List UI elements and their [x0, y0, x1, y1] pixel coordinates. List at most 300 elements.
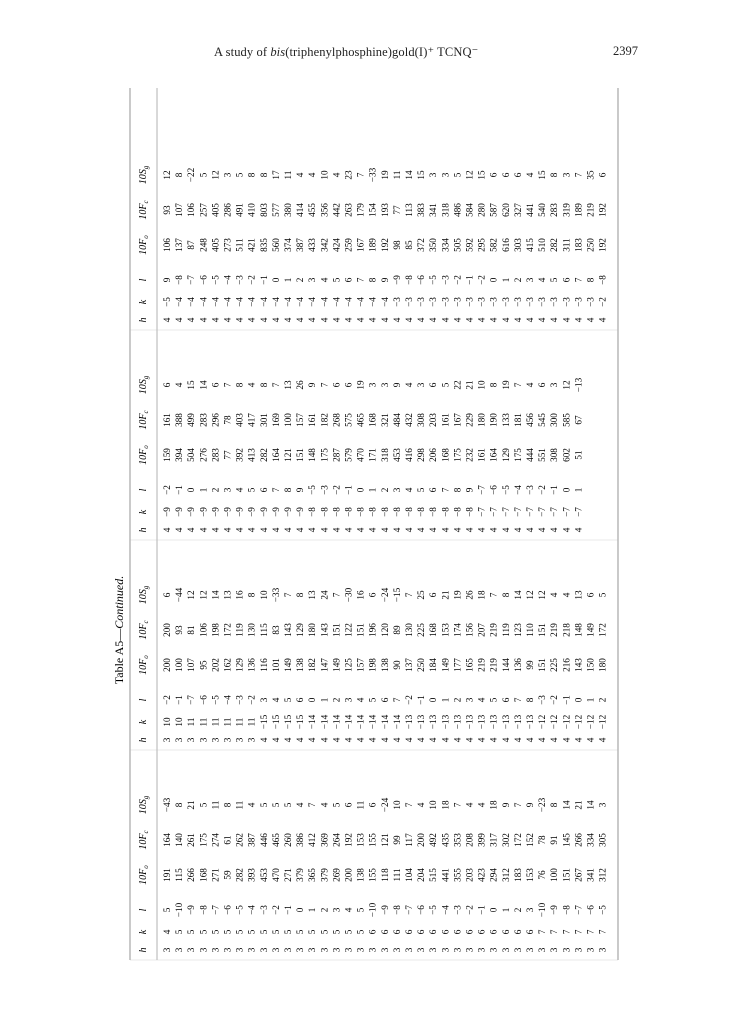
cell-3-7-4: 410: [246, 203, 257, 217]
cell-1-4-5: 14: [210, 590, 221, 600]
cell-1-1-1: 10: [174, 717, 185, 727]
cell-3-23-3: 334: [440, 238, 451, 252]
cell-2-15-2: −1: [343, 485, 354, 495]
cell-3-0-3: 106: [162, 238, 172, 252]
cell-3-8-3: 835: [258, 238, 269, 252]
cell-0-27-1: 6: [488, 929, 499, 935]
cell-2-33-1: −7: [561, 507, 572, 517]
cell-0-7-0: 3: [246, 947, 257, 953]
cell-1-30-0: 4: [525, 737, 535, 743]
cell-3-1-4: 107: [174, 203, 185, 217]
cell-2-4-1: −9: [210, 507, 221, 517]
cell-2-11-4: 157: [295, 413, 306, 427]
cell-3-24-3: 505: [452, 238, 463, 252]
cell-0-20-3: 104: [404, 868, 414, 882]
cell-1-14-4: 151: [331, 623, 342, 637]
cell-0-17-1: 6: [367, 929, 378, 935]
cell-1-21-1: −13: [416, 714, 427, 730]
cell-0-19-2: −8: [391, 905, 402, 915]
cell-1-21-0: 4: [416, 737, 427, 743]
cell-2-2-3: 504: [186, 448, 197, 462]
cell-0-2-1: 5: [186, 929, 197, 935]
cell-1-19-3: 90: [391, 660, 402, 670]
column-header-1-4: $10F_c$: [138, 620, 150, 640]
cell-2-24-4: 167: [452, 413, 463, 427]
cell-1-31-1: −12: [537, 714, 548, 730]
cell-3-15-2: 6: [343, 277, 354, 283]
cell-1-34-0: 4: [573, 737, 584, 743]
cell-1-0-1: 10: [162, 717, 172, 727]
table-a5-continued: [110, 70, 630, 970]
cell-2-23-3: 168: [440, 448, 451, 462]
cell-1-3-2: −6: [198, 695, 209, 705]
cell-3-20-2: −8: [404, 275, 414, 285]
cell-3-6-1: −4: [234, 297, 245, 307]
cell-3-9-1: −4: [270, 297, 281, 307]
cell-1-13-0: 4: [319, 737, 330, 743]
cell-2-16-2: 0: [355, 487, 366, 493]
cell-0-27-0: 3: [488, 947, 499, 953]
cell-3-6-3: 511: [234, 238, 245, 252]
cell-2-20-4: 432: [404, 413, 414, 427]
cell-3-0-4: 93: [162, 205, 172, 215]
cell-3-26-0: 4: [476, 317, 487, 323]
cell-0-7-5: 4: [246, 802, 257, 808]
cell-1-1-5: −44: [174, 587, 185, 603]
cell-0-8-0: 3: [258, 947, 269, 953]
column-header-2-3: $10F_o$: [138, 445, 150, 465]
cell-2-10-1: −9: [283, 507, 293, 517]
cell-3-26-3: 295: [476, 238, 487, 252]
cell-2-22-5: 6: [428, 382, 439, 388]
cell-1-0-3: 200: [162, 658, 172, 672]
cell-0-28-2: 1: [500, 907, 511, 913]
cell-1-10-4: 143: [283, 623, 293, 637]
cell-1-24-1: −13: [452, 714, 463, 730]
cell-2-16-0: 4: [355, 527, 366, 533]
cell-1-29-2: 7: [512, 697, 523, 703]
cell-1-21-4: 225: [416, 623, 427, 637]
cell-1-28-4: 119: [500, 623, 511, 637]
cell-2-12-4: 161: [307, 413, 318, 427]
cell-1-20-2: −2: [404, 695, 414, 705]
cell-1-35-2: 1: [585, 697, 596, 703]
cell-3-4-0: 4: [210, 317, 221, 323]
cell-0-22-5: 10: [428, 800, 439, 810]
cell-1-28-3: 144: [500, 658, 511, 672]
cell-0-2-2: −9: [186, 905, 197, 915]
cell-0-23-5: 18: [440, 800, 451, 810]
cell-0-15-4: 192: [343, 833, 354, 847]
cell-0-6-5: 11: [234, 800, 245, 810]
cell-2-13-2: −3: [319, 485, 330, 495]
cell-1-10-3: 149: [283, 658, 293, 672]
cell-2-15-1: −8: [343, 507, 354, 517]
cell-2-26-2: −7: [476, 485, 487, 495]
cell-1-16-2: 4: [355, 697, 366, 703]
cell-1-10-2: 5: [283, 697, 293, 703]
cell-0-19-1: 6: [391, 929, 402, 935]
cell-3-1-0: 4: [174, 317, 185, 323]
cell-0-24-0: 3: [452, 947, 463, 953]
cell-1-5-1: 11: [222, 717, 233, 727]
cell-2-15-3: 579: [343, 448, 354, 462]
cell-2-34-4: 67: [573, 415, 584, 425]
cell-0-8-5: 5: [258, 802, 269, 808]
cell-0-7-4: 387: [246, 833, 257, 847]
cell-2-5-5: 7: [222, 382, 233, 388]
cell-3-10-5: 11: [283, 170, 293, 180]
cell-2-20-0: 4: [404, 527, 414, 533]
cell-2-25-5: 21: [464, 380, 475, 390]
cell-1-8-4: 115: [258, 623, 269, 637]
cell-3-26-5: 15: [476, 170, 487, 180]
cell-3-28-0: 4: [500, 317, 511, 323]
cell-2-23-1: −8: [440, 507, 451, 517]
cell-2-19-1: −8: [391, 507, 402, 517]
cell-3-31-4: 540: [537, 203, 548, 217]
cell-3-2-2: −7: [186, 275, 197, 285]
cell-3-34-4: 189: [573, 203, 584, 217]
cell-1-0-2: −2: [162, 695, 172, 705]
cell-1-7-0: 3: [246, 737, 257, 743]
cell-0-1-1: 5: [174, 929, 185, 935]
cell-1-4-0: 3: [210, 737, 221, 743]
cell-0-21-2: −6: [416, 905, 427, 915]
cell-0-24-4: 353: [452, 833, 463, 847]
cell-3-14-2: 5: [331, 277, 342, 283]
cell-2-6-4: 403: [234, 413, 245, 427]
cell-3-10-4: 380: [283, 203, 293, 217]
cell-0-28-4: 302: [500, 833, 511, 847]
cell-0-17-3: 155: [367, 868, 378, 882]
cell-2-2-4: 499: [186, 413, 197, 427]
cell-1-23-5: 21: [440, 590, 451, 600]
cell-3-3-5: 5: [198, 172, 209, 178]
cell-2-22-2: 6: [428, 487, 439, 493]
cell-0-6-4: 262: [234, 833, 245, 847]
cell-2-25-4: 229: [464, 413, 475, 427]
cell-1-14-3: 149: [331, 658, 342, 672]
cell-3-23-2: −3: [440, 275, 451, 285]
cell-3-27-1: −3: [488, 297, 499, 307]
cell-0-34-1: 7: [573, 929, 584, 935]
cell-1-24-3: 177: [452, 658, 463, 672]
cell-0-32-0: 3: [549, 947, 560, 953]
cell-0-4-0: 3: [210, 947, 221, 953]
cell-2-24-1: −8: [452, 507, 463, 517]
cell-3-13-1: −4: [319, 297, 330, 307]
cell-3-15-1: −4: [343, 297, 354, 307]
cell-1-5-2: −4: [222, 695, 233, 705]
cell-2-9-4: 169: [270, 413, 281, 427]
cell-0-2-3: 266: [186, 868, 197, 882]
cell-0-15-3: 200: [343, 868, 354, 882]
cell-0-3-0: 3: [198, 947, 209, 953]
cell-2-0-5: 6: [162, 382, 172, 388]
cell-3-7-3: 421: [246, 238, 257, 252]
cell-3-12-1: −4: [307, 297, 318, 307]
cell-2-27-3: 164: [488, 448, 499, 462]
cell-0-27-5: 18: [488, 800, 499, 810]
cell-2-28-3: 129: [500, 448, 511, 462]
cell-0-18-3: 118: [379, 868, 390, 882]
cell-1-30-4: 110: [525, 623, 535, 637]
cell-2-1-4: 388: [174, 413, 185, 427]
cell-1-30-2: 8: [525, 697, 535, 703]
cell-1-17-5: 6: [367, 592, 378, 598]
cell-3-25-5: 12: [464, 170, 475, 180]
cell-1-27-1: −13: [488, 714, 499, 730]
cell-3-30-1: −3: [525, 297, 535, 307]
cell-1-23-1: −13: [440, 714, 451, 730]
cell-1-2-4: 81: [186, 625, 197, 635]
cell-1-23-3: 149: [440, 658, 451, 672]
cell-1-0-4: 200: [162, 623, 172, 637]
cell-2-17-0: 4: [367, 527, 378, 533]
cell-1-25-1: −13: [464, 714, 475, 730]
cell-3-12-4: 455: [307, 203, 318, 217]
cell-0-10-3: 271: [283, 868, 293, 882]
cell-3-8-5: 8: [258, 172, 269, 178]
cell-0-3-2: −8: [198, 905, 209, 915]
cell-0-12-5: 7: [307, 802, 318, 808]
cell-3-18-5: 19: [379, 170, 390, 180]
cell-0-8-4: 446: [258, 833, 269, 847]
cell-0-14-2: 3: [331, 907, 342, 913]
cell-2-2-5: 15: [186, 380, 197, 390]
cell-0-30-1: 6: [525, 929, 535, 935]
cell-3-13-3: 342: [319, 238, 330, 252]
cell-0-30-5: 9: [525, 802, 535, 808]
cell-3-16-1: −4: [355, 297, 366, 307]
cell-1-9-0: 4: [270, 737, 281, 743]
cell-1-18-4: 120: [379, 623, 390, 637]
cell-3-6-4: 491: [234, 203, 245, 217]
cell-0-7-3: 393: [246, 868, 257, 882]
cell-1-22-1: −13: [428, 714, 439, 730]
cell-3-24-4: 486: [452, 203, 463, 217]
cell-0-32-1: 7: [549, 929, 560, 935]
cell-0-13-3: 379: [319, 868, 330, 882]
cell-3-28-1: −3: [500, 297, 511, 307]
cell-2-26-4: 180: [476, 413, 487, 427]
cell-3-13-2: 4: [319, 277, 330, 283]
cell-2-13-5: 7: [319, 382, 330, 388]
cell-1-7-3: 136: [246, 658, 257, 672]
cell-3-4-3: 405: [210, 238, 221, 252]
cell-2-22-3: 206: [428, 448, 439, 462]
cell-1-11-3: 138: [295, 658, 306, 672]
cell-2-21-5: 3: [416, 382, 427, 388]
cell-2-16-3: 470: [355, 448, 366, 462]
cell-0-14-5: 5: [331, 802, 342, 808]
cell-1-27-3: 219: [488, 658, 499, 672]
cell-2-14-0: 4: [331, 527, 342, 533]
cell-3-16-2: 7: [355, 277, 366, 283]
cell-3-18-4: 193: [379, 203, 390, 217]
cell-1-13-3: 147: [319, 658, 330, 672]
cell-3-20-1: −3: [404, 297, 414, 307]
cell-0-27-3: 294: [488, 868, 499, 882]
cell-0-28-0: 3: [500, 947, 511, 953]
column-header-3-4: $10F_c$: [138, 200, 150, 220]
cell-2-14-5: 6: [331, 382, 342, 388]
cell-3-26-4: 280: [476, 203, 487, 217]
cell-3-0-1: −5: [162, 297, 172, 307]
cell-1-18-2: 6: [379, 697, 390, 703]
cell-3-12-0: 4: [307, 317, 318, 323]
cell-3-35-4: 219: [585, 203, 596, 217]
cell-0-26-2: −1: [476, 905, 487, 915]
cell-0-17-4: 155: [367, 833, 378, 847]
cell-1-29-4: 123: [512, 623, 523, 637]
cell-3-5-2: −4: [222, 275, 233, 285]
cell-0-31-2: −10: [537, 902, 548, 918]
cell-1-36-5: 5: [597, 592, 608, 598]
cell-3-36-1: −2: [597, 297, 608, 307]
cell-3-21-5: 15: [416, 170, 427, 180]
cell-2-31-5: 6: [537, 382, 548, 388]
cell-0-35-2: −6: [585, 905, 596, 915]
cell-1-26-1: −13: [476, 714, 487, 730]
cell-2-16-4: 465: [355, 413, 366, 427]
cell-0-7-2: −4: [246, 905, 257, 915]
cell-1-21-2: −1: [416, 695, 427, 705]
cell-0-12-0: 3: [307, 947, 318, 953]
cell-0-0-5: −43: [162, 797, 172, 813]
cell-2-19-5: 9: [391, 382, 402, 388]
cell-0-17-2: −10: [367, 902, 378, 918]
cell-2-22-0: 4: [428, 527, 439, 533]
cell-2-34-0: 4: [573, 527, 584, 533]
cell-0-28-5: 9: [500, 802, 511, 808]
cell-0-36-0: 3: [597, 947, 608, 953]
cell-3-4-5: 12: [210, 170, 221, 180]
cell-3-11-5: 4: [295, 172, 306, 178]
cell-3-31-1: −3: [537, 297, 548, 307]
cell-0-30-0: 3: [525, 947, 535, 953]
cell-2-30-5: 4: [525, 382, 535, 388]
cell-2-17-2: 1: [367, 487, 378, 493]
cell-3-31-0: 4: [537, 317, 548, 323]
cell-1-16-3: 157: [355, 658, 366, 672]
cell-2-33-2: 0: [561, 487, 572, 493]
cell-3-5-0: 4: [222, 317, 233, 323]
cell-3-22-0: 4: [428, 317, 439, 323]
cell-3-2-4: 106: [186, 203, 197, 217]
cell-1-19-4: 89: [391, 625, 402, 635]
cell-3-19-0: 4: [391, 317, 402, 323]
cell-0-15-5: 6: [343, 802, 354, 808]
cell-3-2-1: −4: [186, 297, 197, 307]
cell-2-15-0: 4: [343, 527, 354, 533]
cell-0-29-1: 6: [512, 929, 523, 935]
cell-0-1-3: 115: [174, 868, 185, 882]
cell-2-15-5: 6: [343, 382, 354, 388]
cell-3-32-0: 4: [549, 317, 560, 323]
cell-3-25-4: 584: [464, 203, 475, 217]
cell-0-11-5: 4: [295, 802, 306, 808]
cell-0-36-2: −5: [597, 905, 608, 915]
cell-1-34-2: 0: [573, 697, 584, 703]
cell-1-19-0: 4: [391, 737, 402, 743]
cell-0-15-0: 3: [343, 947, 354, 953]
cell-0-21-0: 3: [416, 947, 427, 953]
cell-1-19-5: −15: [391, 587, 402, 603]
cell-2-10-5: 13: [283, 380, 293, 390]
running-head-italic: bis: [270, 45, 286, 59]
cell-0-9-1: 5: [270, 929, 281, 935]
cell-2-28-1: −7: [500, 507, 511, 517]
cell-1-24-2: 2: [452, 697, 463, 703]
cell-0-31-5: −23: [537, 797, 548, 813]
cell-3-4-1: −4: [210, 297, 221, 307]
cell-2-27-2: −6: [488, 485, 499, 495]
cell-2-5-0: 4: [222, 527, 233, 533]
cell-0-19-3: 111: [391, 868, 402, 882]
cell-3-24-5: 5: [452, 172, 463, 178]
cell-2-14-3: 287: [331, 448, 342, 462]
cell-3-34-2: 7: [573, 277, 584, 283]
cell-2-9-0: 4: [270, 527, 281, 533]
cell-1-35-1: −12: [585, 714, 596, 730]
cell-1-15-3: 125: [343, 658, 354, 672]
cell-3-22-2: −5: [428, 275, 439, 285]
cell-0-14-1: 5: [331, 929, 342, 935]
cell-2-3-5: 14: [198, 380, 209, 390]
cell-3-32-2: 5: [549, 277, 560, 283]
cell-1-23-4: 153: [440, 623, 451, 637]
cell-3-32-3: 282: [549, 238, 560, 252]
cell-0-6-2: −5: [234, 905, 245, 915]
cell-1-2-0: 3: [186, 737, 197, 743]
cell-3-0-2: 9: [162, 277, 172, 283]
cell-3-35-0: 4: [585, 317, 596, 323]
cell-0-9-3: 470: [270, 868, 281, 882]
cell-1-2-3: 107: [186, 658, 197, 672]
cell-2-28-5: 19: [500, 380, 511, 390]
cell-0-1-2: −10: [174, 902, 185, 918]
cell-2-16-5: 19: [355, 380, 366, 390]
cell-1-27-5: 7: [488, 592, 499, 598]
cell-3-36-5: 6: [597, 172, 608, 178]
cell-1-6-4: 119: [234, 623, 245, 637]
column-header-0-1: k: [138, 929, 149, 935]
cell-2-30-2: −3: [525, 485, 535, 495]
cell-3-11-2: 2: [295, 277, 306, 283]
cell-2-23-4: 161: [440, 413, 451, 427]
cell-1-21-3: 250: [416, 658, 427, 672]
cell-1-7-1: 11: [246, 717, 257, 727]
cell-0-31-4: 78: [537, 835, 548, 845]
cell-0-26-3: 423: [476, 868, 487, 882]
cell-2-27-5: 8: [488, 382, 499, 388]
cell-2-21-3: 298: [416, 448, 427, 462]
cell-3-17-3: 189: [367, 238, 378, 252]
cell-0-15-2: 4: [343, 907, 354, 913]
cell-3-15-5: 23: [343, 170, 354, 180]
cell-1-8-0: 4: [258, 737, 269, 743]
cell-1-32-2: −2: [549, 695, 560, 705]
cell-0-21-1: 6: [416, 929, 427, 935]
cell-1-2-1: 11: [186, 717, 197, 727]
cell-2-1-2: −1: [174, 485, 185, 495]
cell-3-36-4: 192: [597, 203, 608, 217]
cell-2-25-1: −8: [464, 507, 475, 517]
cell-3-11-0: 4: [295, 317, 306, 323]
cell-1-5-3: 162: [222, 658, 233, 672]
